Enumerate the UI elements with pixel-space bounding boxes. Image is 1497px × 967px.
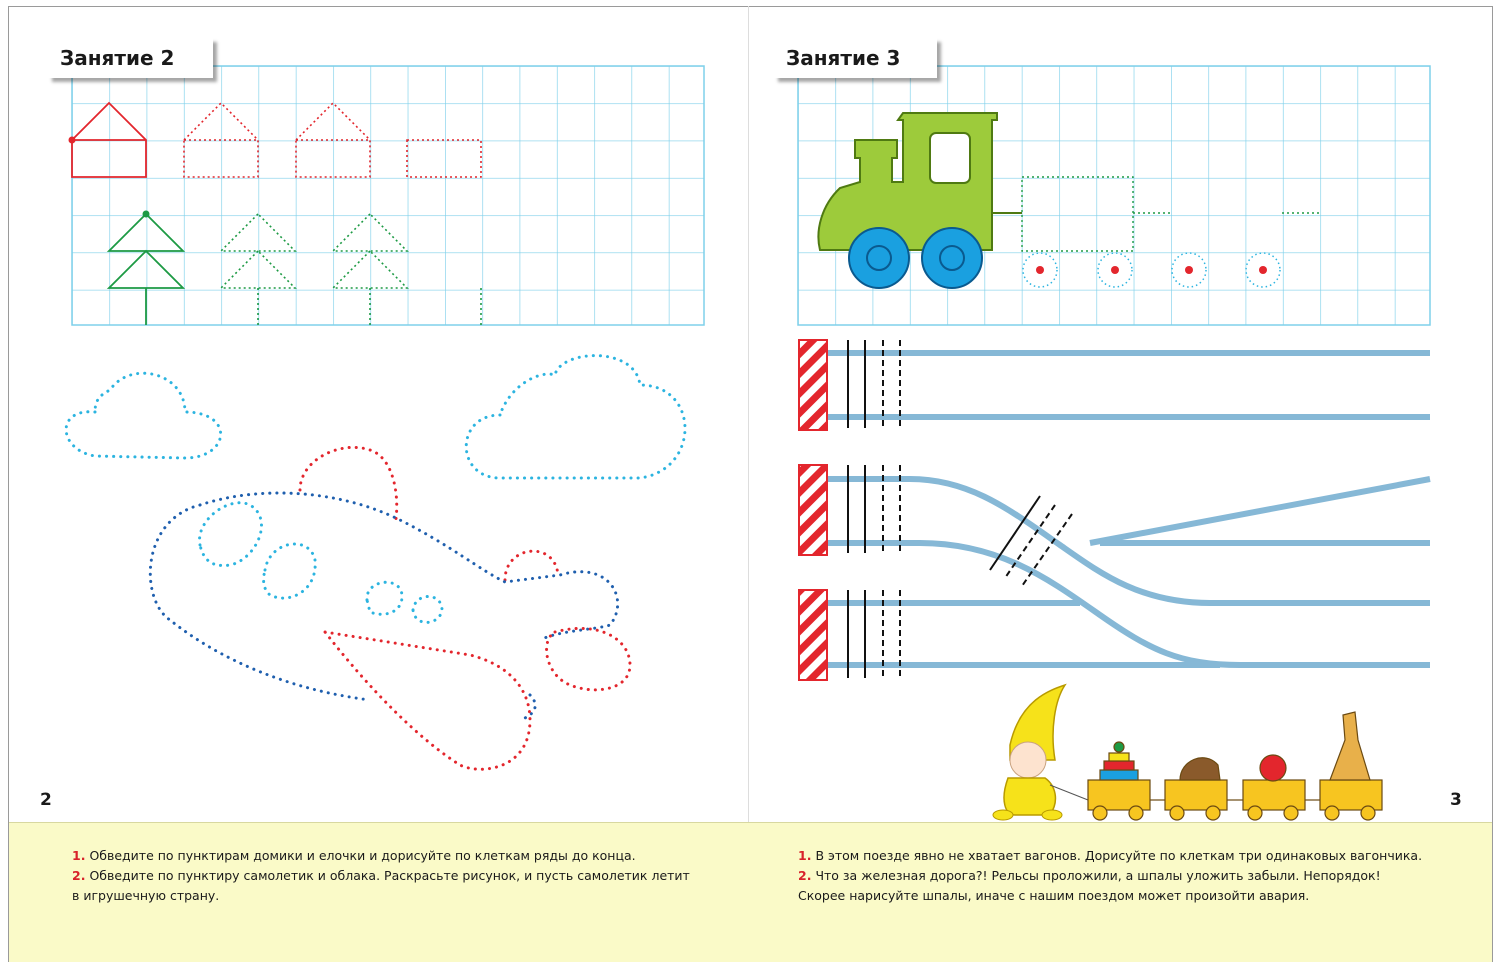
railway-tracks xyxy=(828,353,1430,665)
sleepers xyxy=(848,340,1072,678)
instructions-left xyxy=(72,846,732,906)
airplane-icon xyxy=(150,447,630,769)
instruction-line: 1. В этом поезде явно не хватает вагонов. Дорисуйте по клеткам три одинаковых вагончика. xyxy=(798,848,1423,863)
instruction-line: в игрушечную страну. xyxy=(72,888,220,903)
wagon-icon xyxy=(1088,712,1382,820)
buffer-stop-icon xyxy=(799,340,827,680)
instruction-line: 2. Обведите по пунктиру самолетик и облака. Раскрасьте рисунок, и пусть самолетик летит xyxy=(72,868,690,883)
left-grid xyxy=(72,66,704,325)
lesson-2-title: Занятие 2 xyxy=(48,38,213,78)
page-number-left: 2 xyxy=(40,790,52,810)
instruction-line: 1. Обведите по пунктирам домики и елочки и дорисуйте по клеткам ряды до конца. xyxy=(72,848,636,863)
cloud-icon xyxy=(66,356,685,478)
gnome-icon xyxy=(993,685,1088,820)
page-number-right: 3 xyxy=(1450,790,1462,810)
lesson-3-title: Занятие 3 xyxy=(774,38,937,78)
instruction-line: 2. Что за железная дорога?! Рельсы проложили, а шпалы уложить забыли. Непорядок! xyxy=(798,868,1381,883)
instructions-right xyxy=(798,846,1468,906)
instruction-line: Скорее нарисуйте шпалы, иначе с нашим поездом может произойти авария. xyxy=(798,888,1310,903)
